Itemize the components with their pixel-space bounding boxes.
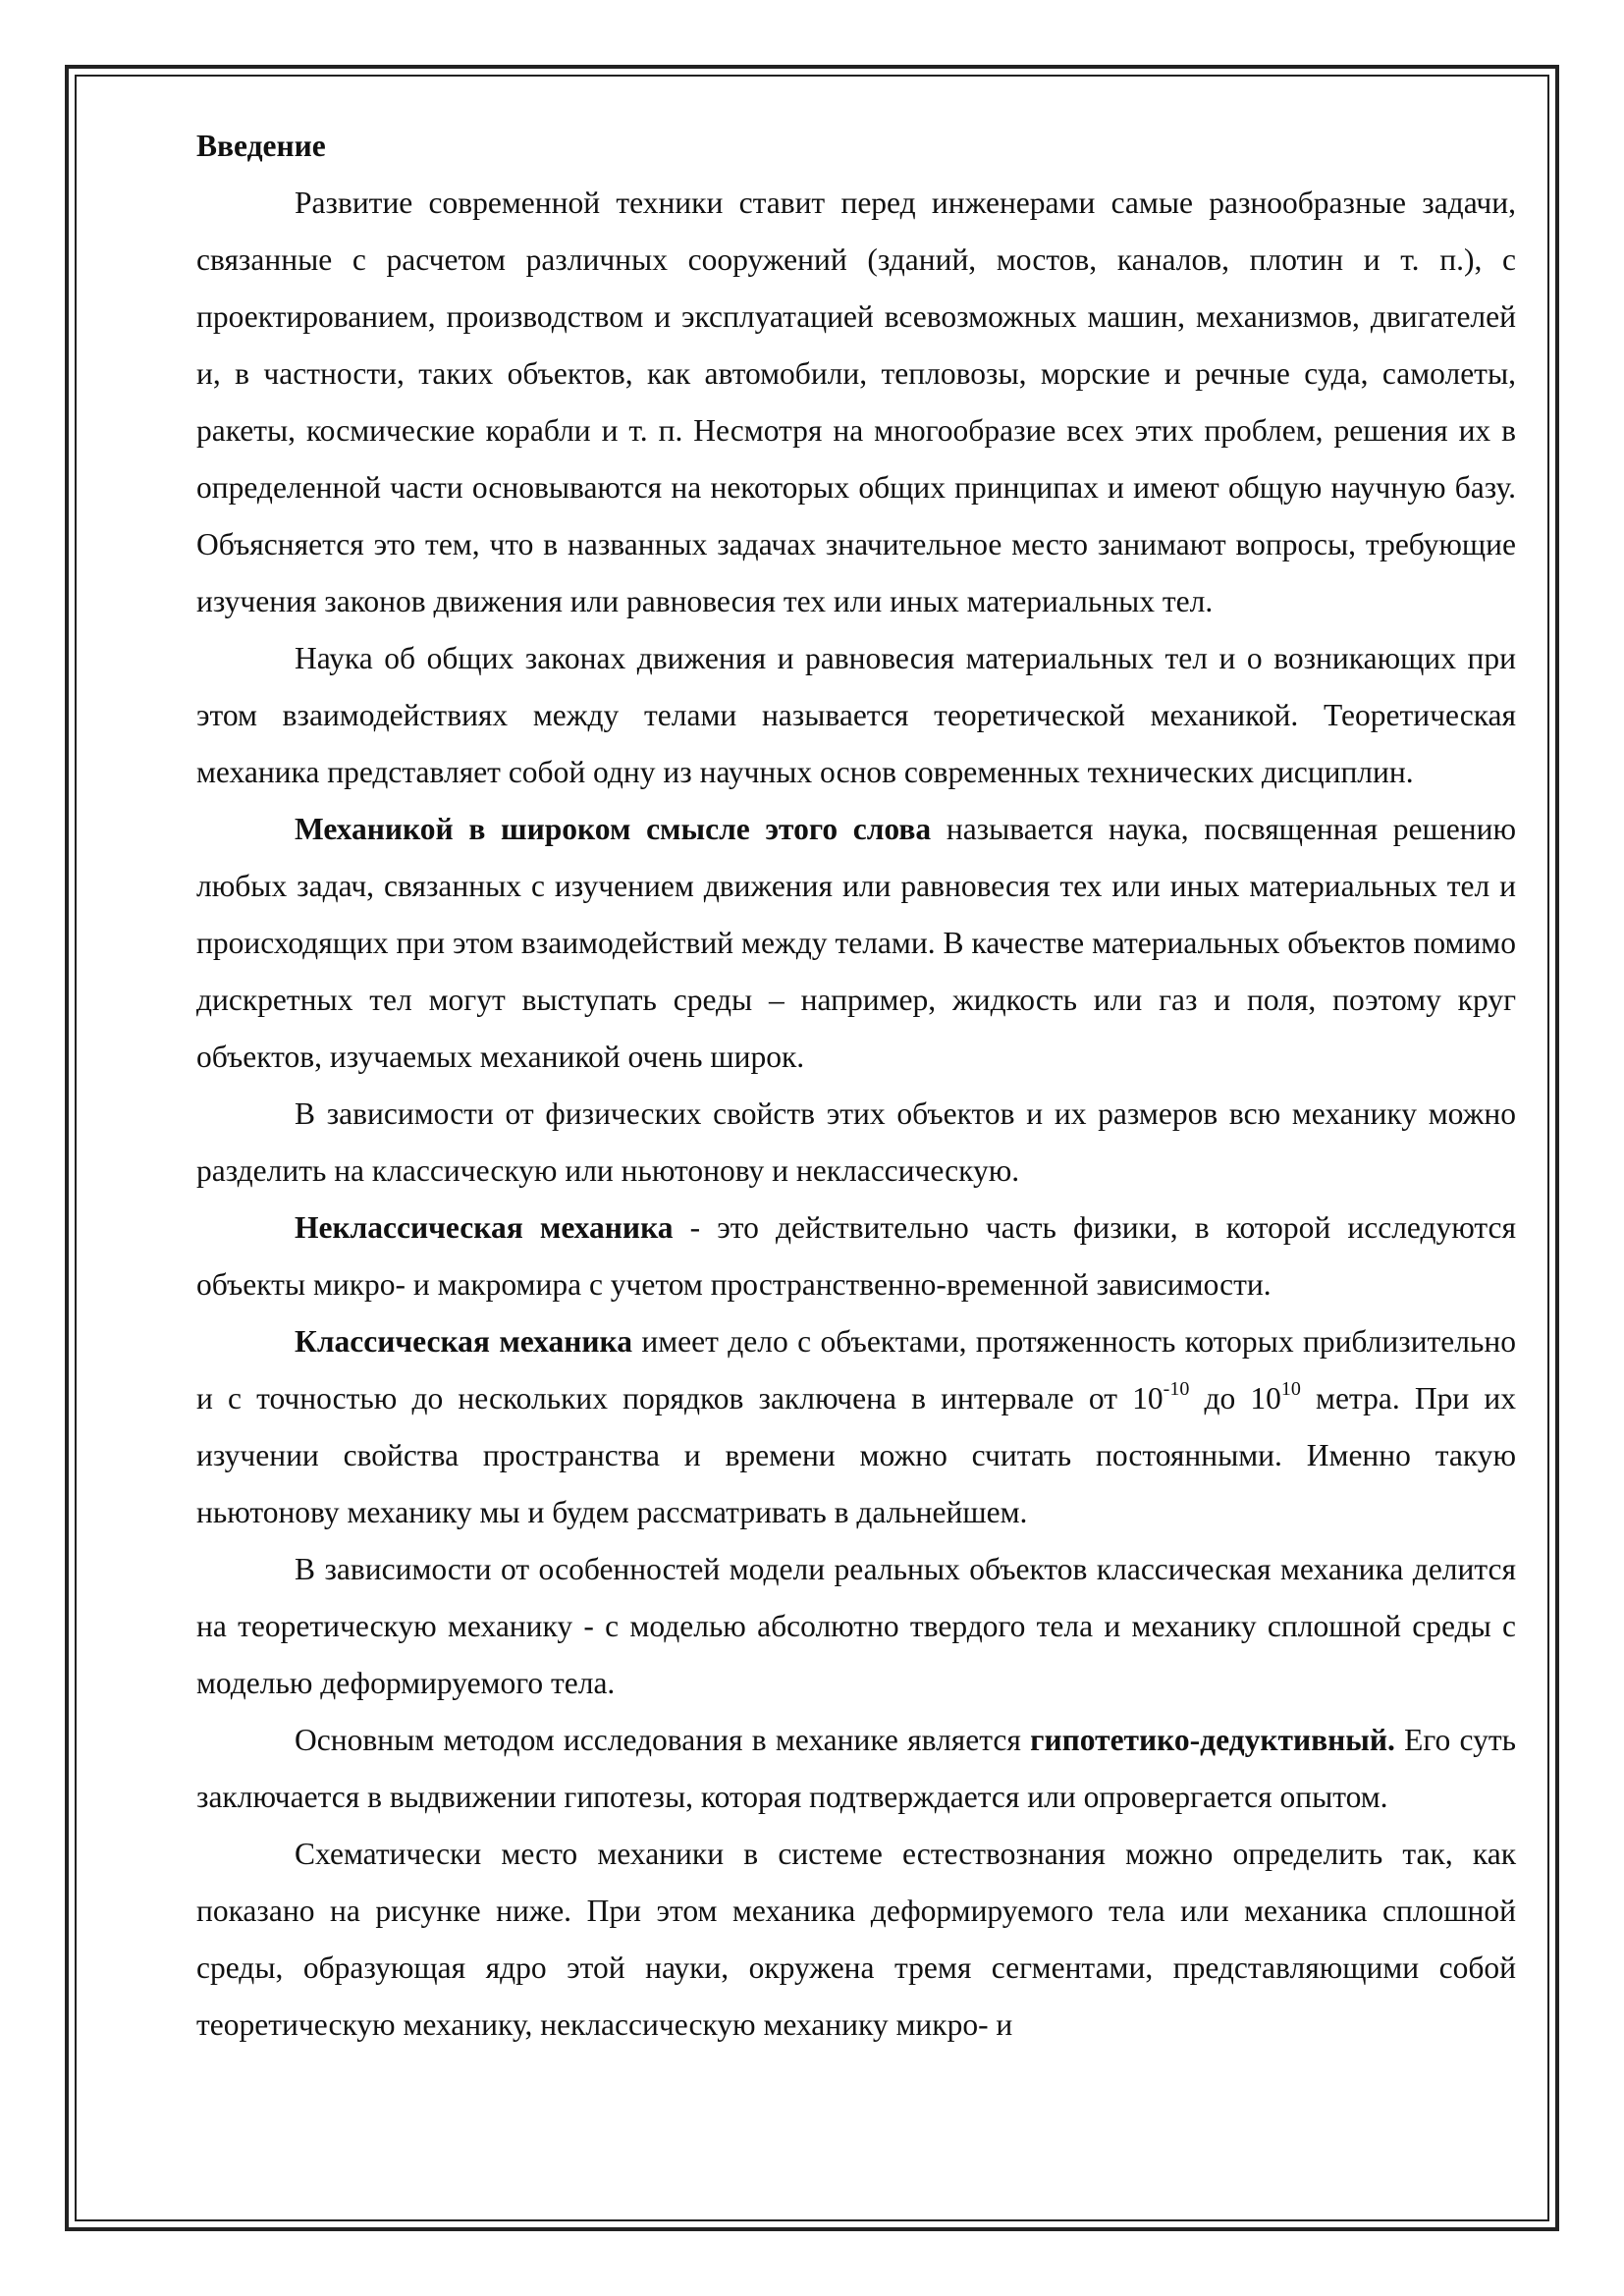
term-classical-mechanics: Классическая механика — [295, 1324, 632, 1359]
paragraph-6-text-b: до 10 — [1189, 1381, 1281, 1415]
term-nonclassical-mechanics: Неклассическая механика — [295, 1210, 674, 1245]
paragraph-4: В зависимости от физических свойств этих объектов и их размеров всю механику можно разделить на классическую или ньютонову и неклассическую. — [196, 1096, 1516, 1188]
paragraph-5-text: - это действительно часть физики, в которой исследуются объекты микро- и макромира с учетом пространственно-временной зависимости. — [196, 1210, 1516, 1302]
term-mechanics-broad: Механикой в широком смысле этого слова — [295, 812, 932, 846]
paragraph-1: Развитие современной техники ставит перед инженерами самые разнообразные задачи, связанные с расчетом различных сооружений (зданий, мостов, каналов, плотин и т. п.), с проектированием, производством и эксплуатацией всевозможных машин, механизмов, двигателей и, в частности, таких объектов, как автомобили, тепловозы, морские и речные суда, самолеты, ракеты, космические корабли и т. п. Несмотря на многообразие всех этих проблем, решения их в определенной части основываются на некоторых общих принципах и имеют общую научную базу. Объясняется это тем, что в названных задачах значительное место занимают вопросы, требующие изучения законов движения или равновесия тех или иных материальных тел. — [196, 186, 1516, 618]
paragraph-9: Схематически место механики в системе естествознания можно определить так, как показано на рисунке ниже. При этом механика деформируемого тела или механика сплошной среды, образующая ядро этой науки, окружена тремя сегментами, представляющими собой теоретическую механику, неклассическую механику микро- и — [196, 1837, 1516, 2042]
paragraph-7: В зависимости от особенностей модели реальных объектов классическая механика делится на теоретическую механику - с моделью абсолютно твердого тела и механику сплошной среды с моделью деформируемого тела. — [196, 1552, 1516, 1700]
paragraph-2: Наука об общих законах движения и равновесия материальных тел и о возникающих при этом взаимодействиях между телами называется теоретической механикой. Теоретическая механика представляет собой одну из научных основ современных технических дисциплин. — [196, 641, 1516, 789]
paragraph-3 — [196, 801, 1516, 1086]
paragraph-6-text-a: имеет дело с объектами, протяженность которых приблизительно и с точностью до нескольких порядков заключена в интервале от 10 — [196, 1324, 1516, 1415]
paragraph-5 — [196, 1200, 1516, 1313]
paragraph-8-text-b: Его суть заключается в выдвижении гипотезы, которая подтверждается или опровергается опытом. — [196, 1723, 1516, 1814]
paragraph-8 — [196, 1712, 1516, 1826]
exponent-ten: 10 — [1280, 1378, 1301, 1400]
document-body — [196, 118, 1516, 2054]
paragraph-8-text: Основным методом исследования в механике является — [295, 1723, 1031, 1757]
paragraph-6 — [196, 1313, 1516, 1541]
paragraph-6-text-c: метра. При их изучении свойства пространства и времени можно считать постоянными. Именно такую ньютонову механику мы и будем рассматривать в дальнейшем. — [196, 1381, 1516, 1529]
paragraph-3-text: называется наука, посвященная решению любых задач, связанных с изучением движения или равновесия тех или иных материальных тел и происходящих при этом взаимодействий между телами. В качестве материальных объектов помимо дискретных тел могут выступать среды – например, жидкость или газ и поля, поэтому круг объектов, изучаемых механикой очень широк. — [196, 812, 1516, 1074]
exponent-minus-ten: -10 — [1163, 1378, 1190, 1400]
term-hypothetico-deductive: гипотетико-дедуктивный. — [1030, 1723, 1395, 1757]
section-heading: Введение — [196, 129, 326, 163]
